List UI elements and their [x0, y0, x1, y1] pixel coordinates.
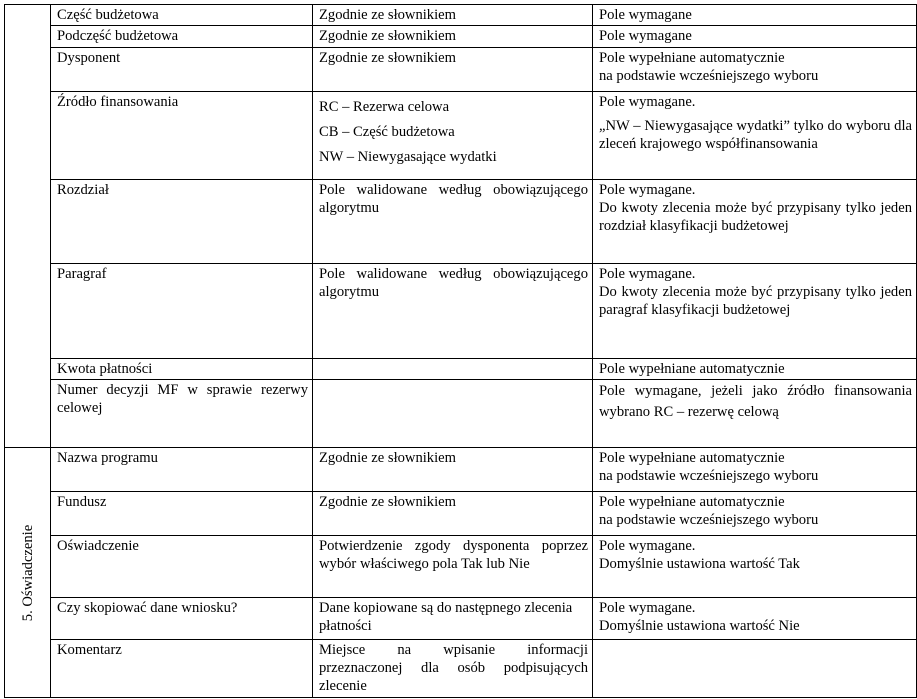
- option-nw: NW – Niewygasające wydatki: [319, 149, 497, 165]
- table-row: [5, 640, 917, 698]
- field-rules: [593, 492, 917, 536]
- field-description: [313, 380, 593, 448]
- field-description: Zgodnie ze słownikiem: [313, 448, 593, 492]
- field-name: Rozdział: [51, 180, 313, 264]
- table-row: [5, 359, 917, 380]
- table-row: [5, 598, 917, 640]
- table-row: [5, 5, 917, 26]
- field-rules: [593, 448, 917, 492]
- table-row: [5, 380, 917, 448]
- field-rules: [593, 48, 917, 92]
- field-rules: [593, 598, 917, 640]
- rule-line: Pole wymagane.: [599, 600, 696, 616]
- rule-line: „NW – Niewygasające wydatki” tylko do wyboru dla zleceń krajowego współfinansowania: [599, 118, 912, 152]
- table-row: [5, 48, 917, 92]
- section-cell-top: [5, 5, 51, 448]
- rule-line: Pole wymagane.: [599, 538, 696, 554]
- field-description: Dane kopiowane są do następnego zlecenia płatności: [313, 598, 593, 640]
- rule-line: Pole wymagane.: [599, 94, 696, 110]
- table-row: [5, 448, 917, 492]
- rule-line: Pole wypełniane automatycznie: [599, 50, 785, 66]
- field-name: Podczęść budżetowa: [51, 26, 313, 48]
- field-name: Komentarz: [51, 640, 313, 698]
- table-row: [5, 536, 917, 598]
- field-description: Miejsce na wpisanie informacji przeznaczonej dla osób podpisujących zlecenie: [313, 640, 593, 698]
- field-rules: [593, 180, 917, 264]
- field-description: Zgodnie ze słownikiem: [313, 5, 593, 26]
- table-row: [5, 180, 917, 264]
- field-name: Dysponent: [51, 48, 313, 92]
- field-name: Fundusz: [51, 492, 313, 536]
- field-rules: [593, 536, 917, 598]
- field-description: Pole walidowane według obowiązującego algorytmu: [313, 264, 593, 359]
- field-name: Kwota płatności: [51, 359, 313, 380]
- field-description: Zgodnie ze słownikiem: [313, 48, 593, 92]
- field-name: Oświadczenie: [51, 536, 313, 598]
- field-name: Paragraf: [51, 264, 313, 359]
- field-rules: [593, 264, 917, 359]
- rule-line: Do kwoty zlecenia może być przypisany tylko jeden paragraf klasyfikacji budżetowej: [599, 284, 912, 318]
- field-rules: Pole wymagane: [593, 26, 917, 48]
- rule-line: Domyślnie ustawiona wartość Tak: [599, 556, 800, 572]
- rule-line: na podstawie wcześniejszego wyboru: [599, 68, 819, 84]
- field-name: Czy skopiować dane wniosku?: [51, 598, 313, 640]
- rule-line: Do kwoty zlecenia może być przypisany tylko jeden rozdział klasyfikacji budżetowej: [599, 200, 912, 234]
- field-rules: Pole wymagane, jeżeli jako źródło finansowania wybrano RC – rezerwę celową: [593, 380, 917, 448]
- field-name: Numer decyzji MF w sprawie rezerwy celowej: [51, 380, 313, 448]
- rule-line: Domyślnie ustawiona wartość Nie: [599, 618, 800, 634]
- option-cb: CB – Część budżetowa: [319, 124, 455, 140]
- section-cell-5: [5, 448, 51, 698]
- field-name: Źródło finansowania: [51, 92, 313, 180]
- option-rc: RC – Rezerwa celowa: [319, 99, 450, 115]
- section-label: 5. Oświadczenie: [19, 524, 36, 621]
- table-row: [5, 492, 917, 536]
- rule-line: Pole wypełniane automatycznie: [599, 494, 785, 510]
- field-rules: [593, 640, 917, 698]
- field-name: Nazwa programu: [51, 448, 313, 492]
- rule-line: na podstawie wcześniejszego wyboru: [599, 512, 819, 528]
- rule-line: Pole wymagane.: [599, 182, 696, 198]
- field-description: Potwierdzenie zgody dysponenta poprzez wybór właściwego pola Tak lub Nie: [313, 536, 593, 598]
- rule-line: Pole wymagane.: [599, 266, 696, 282]
- field-description: Pole walidowane według obowiązującego algorytmu: [313, 180, 593, 264]
- requirements-table: [4, 4, 917, 698]
- field-description: Zgodnie ze słownikiem: [313, 492, 593, 536]
- field-rules: Pole wypełniane automatycznie: [593, 359, 917, 380]
- field-rules: [593, 92, 917, 180]
- table-row: [5, 92, 917, 180]
- field-description: [313, 359, 593, 380]
- field-description: [313, 92, 593, 180]
- field-rules: Pole wymagane: [593, 5, 917, 26]
- table-row: [5, 26, 917, 48]
- rule-line: Pole wypełniane automatycznie: [599, 450, 785, 466]
- rule-line: na podstawie wcześniejszego wyboru: [599, 468, 819, 484]
- field-name: Część budżetowa: [51, 5, 313, 26]
- field-description: Zgodnie ze słownikiem: [313, 26, 593, 48]
- table-row: [5, 264, 917, 359]
